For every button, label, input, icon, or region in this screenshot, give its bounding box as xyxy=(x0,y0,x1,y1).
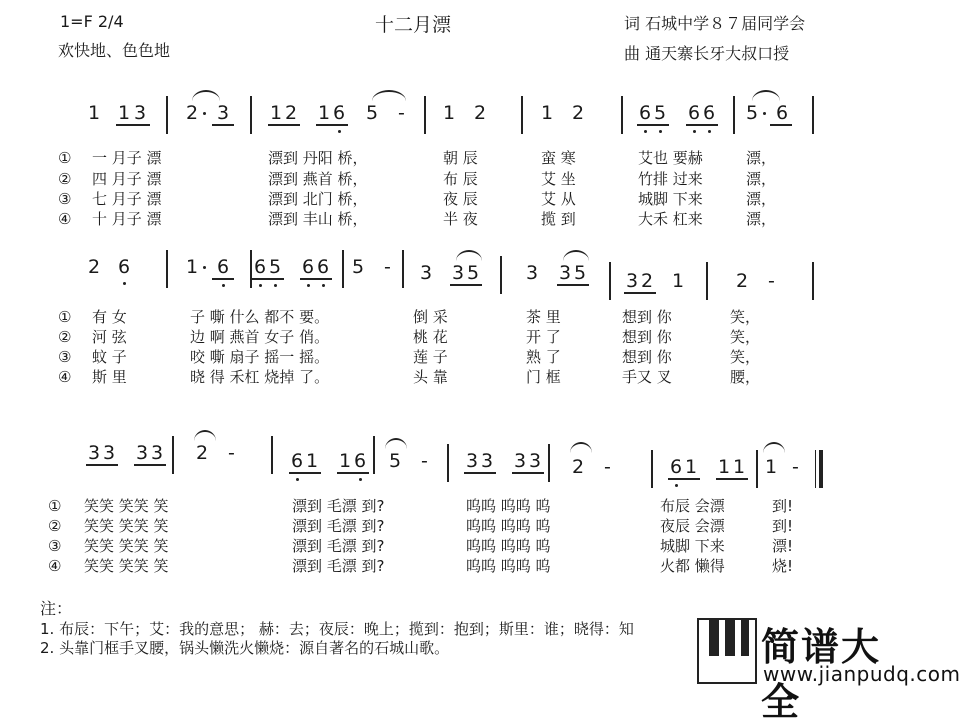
note: 3 xyxy=(134,102,147,124)
note: 3 xyxy=(514,450,527,472)
note: 1 xyxy=(672,270,685,292)
lyric-segment: 漂到 毛漂 到? xyxy=(292,557,385,575)
note: 6 xyxy=(688,102,701,124)
lyric-segment: 漂， xyxy=(746,190,777,208)
note: 3 xyxy=(217,102,230,124)
lyric-segment: 七 月子 漂 xyxy=(92,190,162,208)
note: 5 xyxy=(352,256,365,278)
note: 3 xyxy=(529,450,542,472)
lyric-segment: 手又 叉 xyxy=(622,368,672,386)
lyric-segment: 揽 到 xyxy=(541,210,576,228)
note: 2 xyxy=(641,270,654,292)
lyric-segment: 布 辰 xyxy=(443,170,478,188)
note: - xyxy=(384,256,391,278)
note: 1 xyxy=(685,456,698,478)
note: 3 xyxy=(481,450,494,472)
lyric-segment: 城脚 下来 xyxy=(660,537,725,555)
verse-number: ③ xyxy=(48,537,62,555)
note: 2 xyxy=(186,102,199,124)
note: 6 xyxy=(217,256,230,278)
note: 6 xyxy=(639,102,652,124)
lyric-segment: 夜 辰 xyxy=(443,190,478,208)
note: 6 xyxy=(703,102,716,124)
composer-credit: 曲 通天寨长牙大叔口授 xyxy=(624,44,790,63)
lyric-segment: 竹排 过来 xyxy=(638,170,703,188)
note: 1 xyxy=(118,102,131,124)
note-line-1: 1. 布辰：下午；艾：我的意思； 赫：去；夜辰：晚上；揽到：抱到；斯里：谁；晓得：知 xyxy=(40,620,634,638)
note: 1 xyxy=(306,450,319,472)
note: 1 xyxy=(88,102,101,124)
lyric-segment: 布辰 会漂 xyxy=(660,497,725,515)
note: 2 xyxy=(736,270,749,292)
note: 5 xyxy=(366,102,379,124)
lyric-segment: 呜呜 呜呜 呜 xyxy=(466,517,551,535)
piano-keys-icon xyxy=(697,618,757,684)
lyric-segment: 晓 得 禾杠 烧掉 了。 xyxy=(190,368,330,386)
verse-number: ② xyxy=(58,170,72,188)
note: 3 xyxy=(626,270,639,292)
note: 6 xyxy=(118,256,131,278)
note: 2 xyxy=(285,102,298,124)
lyric-segment: 笑， xyxy=(730,348,761,366)
lyric-segment: 烧! xyxy=(772,557,794,575)
lyric-segment: 漂到 北门 桥， xyxy=(268,190,368,208)
lyric-segment: 呜呜 呜呜 呜 xyxy=(466,497,551,515)
key-signature: 1=F 2/4 xyxy=(60,12,124,31)
note: 5 xyxy=(269,256,282,278)
lyric-segment: 呜呜 呜呜 呜 xyxy=(466,537,551,555)
note: 3 xyxy=(136,442,149,464)
lyric-segment: 艾也 要赫 xyxy=(638,149,703,167)
lyric-segment: 四 月子 漂 xyxy=(92,170,162,188)
lyric-segment: 蚊 子 xyxy=(92,348,127,366)
verse-number: ③ xyxy=(58,348,72,366)
lyric-segment: 莲 子 xyxy=(413,348,448,366)
note: 1 xyxy=(733,456,746,478)
verse-number: ① xyxy=(58,149,72,167)
lyric-segment: 蛮 寒 xyxy=(541,149,576,167)
lyric-segment: 笑笑 笑笑 笑 xyxy=(84,517,169,535)
lyric-segment: 漂到 毛漂 到? xyxy=(292,517,385,535)
lyric-segment: 艾 坐 xyxy=(541,170,576,188)
notes-label: 注： xyxy=(40,599,73,618)
note: 6 xyxy=(302,256,315,278)
note: 5 xyxy=(746,102,759,124)
lyric-segment: 漂! xyxy=(772,537,794,555)
lyric-segment: 茶 里 xyxy=(526,308,561,326)
lyric-segment: 笑， xyxy=(730,308,761,326)
lyric-segment: 漂到 丰山 桥， xyxy=(268,210,368,228)
lyric-segment: 头 靠 xyxy=(413,368,448,386)
note: 1 xyxy=(270,102,283,124)
lyric-segment: 漂到 毛漂 到? xyxy=(292,537,385,555)
lyric-segment: 火都 懒得 xyxy=(660,557,725,575)
note: 2 xyxy=(572,456,585,478)
note: 6 xyxy=(317,256,330,278)
note: 5 xyxy=(389,450,402,472)
watermark-url: www.jianpudq.com xyxy=(763,662,960,686)
lyric-segment: 漂， xyxy=(746,149,777,167)
lyric-segment: 想到 你 xyxy=(622,328,672,346)
verse-number: ① xyxy=(48,497,62,515)
lyric-segment: 漂到 丹阳 桥， xyxy=(268,149,368,167)
note: 5 xyxy=(654,102,667,124)
lyric-segment: 笑笑 笑笑 笑 xyxy=(84,557,169,575)
verse-number: ② xyxy=(58,328,72,346)
lyric-segment: 十 月子 漂 xyxy=(92,210,162,228)
lyric-segment: 到! xyxy=(772,517,794,535)
note: - xyxy=(398,102,405,124)
lyric-segment: 漂到 毛漂 到? xyxy=(292,497,385,515)
note: 1 xyxy=(718,456,731,478)
lyric-segment: 漂到 燕首 桥， xyxy=(268,170,368,188)
note: 3 xyxy=(103,442,116,464)
lyric-segment: 半 夜 xyxy=(443,210,478,228)
note: 6 xyxy=(254,256,267,278)
lyric-segment: 城脚 下来 xyxy=(638,190,703,208)
lyric-segment: 河 弦 xyxy=(92,328,127,346)
lyric-segment: 咬 嘶 扇子 摇一 摇。 xyxy=(190,348,330,366)
lyric-segment: 子 嘶 什么 都不 要。 xyxy=(190,308,330,326)
note: 6 xyxy=(776,102,789,124)
note: 3 xyxy=(420,262,433,284)
lyric-segment: 开 了 xyxy=(526,328,561,346)
note: - xyxy=(792,456,799,478)
lyric-segment: 艾 从 xyxy=(541,190,576,208)
note: 6 xyxy=(333,102,346,124)
note: 2 xyxy=(196,442,209,464)
watermark-name: 简谱大全 xyxy=(761,625,882,724)
verse-number: ③ xyxy=(58,190,72,208)
note: - xyxy=(604,456,611,478)
note: 3 xyxy=(452,262,465,284)
lyric-segment: 笑， xyxy=(730,328,761,346)
note: 3 xyxy=(151,442,164,464)
tempo-expression: 欢快地、色色地 xyxy=(58,41,171,60)
note: 6 xyxy=(291,450,304,472)
verse-number: ④ xyxy=(58,368,72,386)
note: - xyxy=(421,450,428,472)
lyric-segment: 笑笑 笑笑 笑 xyxy=(84,497,169,515)
note: 1 xyxy=(318,102,331,124)
note: - xyxy=(228,442,235,464)
lyric-segment: 笑笑 笑笑 笑 xyxy=(84,537,169,555)
page-title: 十二月漂 xyxy=(375,14,452,36)
lyric-segment: 熟 了 xyxy=(526,348,561,366)
lyric-segment: 边 啊 燕首 女子 俏。 xyxy=(190,328,330,346)
lyric-segment: 漂， xyxy=(746,210,777,228)
lyric-segment: 夜辰 会漂 xyxy=(660,517,725,535)
note: 5 xyxy=(467,262,480,284)
verse-number: ① xyxy=(58,308,72,326)
site-watermark xyxy=(697,612,960,724)
lyric-segment: 腰， xyxy=(730,368,761,386)
lyric-segment: 斯 里 xyxy=(92,368,127,386)
note: 1 xyxy=(541,102,554,124)
note: 2 xyxy=(474,102,487,124)
note: 6 xyxy=(670,456,683,478)
note: - xyxy=(768,270,775,292)
lyric-segment: 想到 你 xyxy=(622,348,672,366)
note: 3 xyxy=(88,442,101,464)
note: 5 xyxy=(574,262,587,284)
lyric-segment: 一 月子 漂 xyxy=(92,149,162,167)
lyric-segment: 漂， xyxy=(746,170,777,188)
note: 1 xyxy=(339,450,352,472)
verse-number: ④ xyxy=(48,557,62,575)
note: 2 xyxy=(88,256,101,278)
verse-number: ④ xyxy=(58,210,72,228)
note: 3 xyxy=(466,450,479,472)
lyricist-credit: 词 石城中学８７届同学会 xyxy=(624,14,806,33)
note: 3 xyxy=(559,262,572,284)
note: 3 xyxy=(526,262,539,284)
lyric-segment: 呜呜 呜呜 呜 xyxy=(466,557,551,575)
lyric-segment: 有 女 xyxy=(92,308,127,326)
lyric-segment: 门 框 xyxy=(526,368,561,386)
lyric-segment: 想到 你 xyxy=(622,308,672,326)
lyric-segment: 大禾 杠来 xyxy=(638,210,703,228)
lyric-segment: 桃 花 xyxy=(413,328,448,346)
lyric-segment: 倒 采 xyxy=(413,308,448,326)
note-line-2: 2. 头靠门框手叉腰，锅头懒洗火懒烧：源自著名的石城山歌。 xyxy=(40,639,450,657)
note: 1 xyxy=(443,102,456,124)
note: 1 xyxy=(765,456,778,478)
note: 2 xyxy=(572,102,585,124)
lyric-segment: 朝 辰 xyxy=(443,149,478,167)
note: 6 xyxy=(354,450,367,472)
lyric-segment: 到! xyxy=(772,497,794,515)
verse-number: ② xyxy=(48,517,62,535)
note: 1 xyxy=(186,256,199,278)
